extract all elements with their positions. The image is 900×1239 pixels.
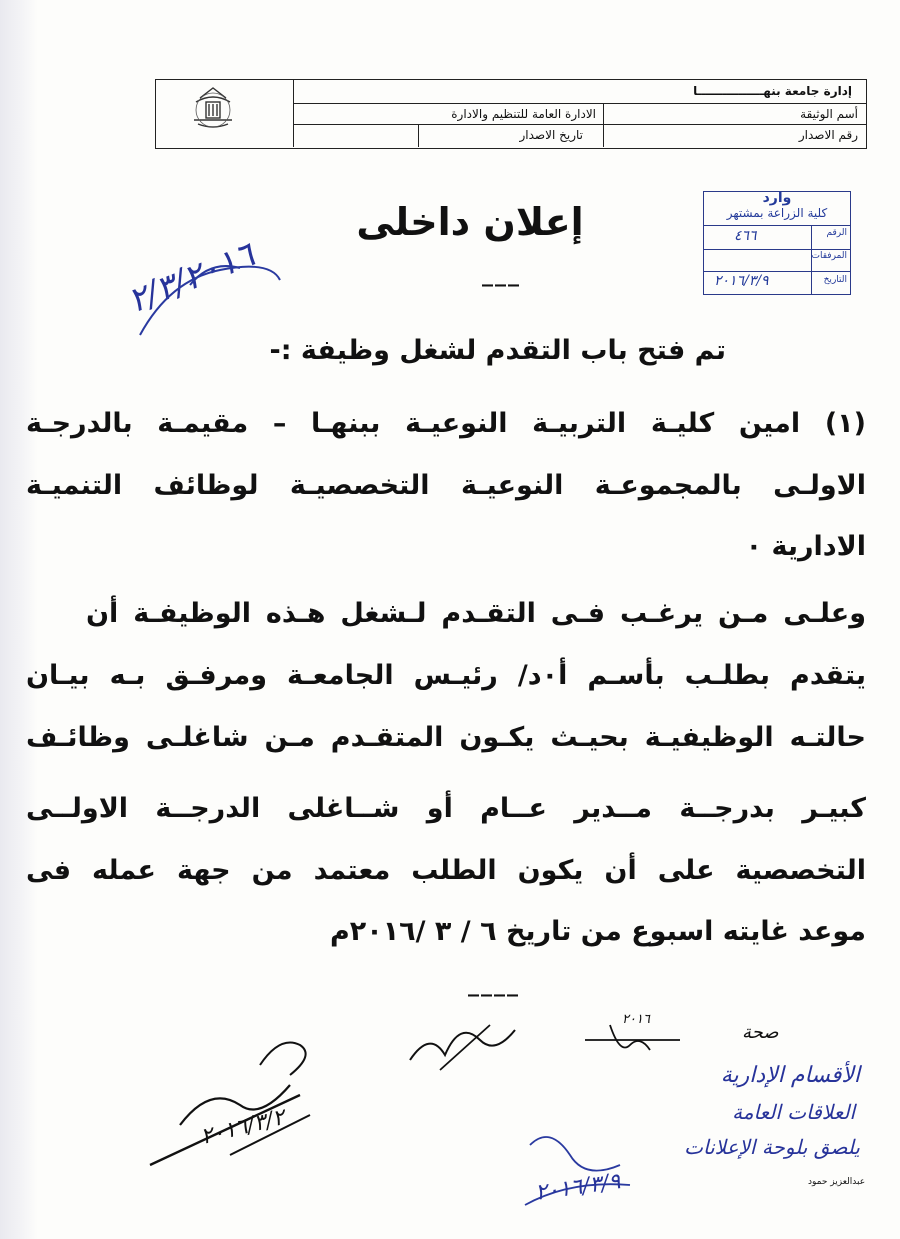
incoming-stamp: [703, 191, 851, 295]
university-name: إدارة جامعة بنهــــــــــــــــا: [693, 84, 852, 98]
issue-number-label: رقم الاصدار: [798, 128, 858, 142]
body-line-8: التخصصية على أن يكون الطلب معتمد من جهة عمله فى: [26, 855, 866, 886]
body-line-3: الادارية ٠: [745, 531, 866, 562]
body-line-4: وعلـى مـن يرغـب فـى التقـدم لـشغل هـذه الوظيفـة أن: [86, 598, 866, 629]
body-line-5: يتقدم بطلـب بأسـم أ٠د/ رئيـس الجامعـة ومرفـق بـه بيـان: [26, 660, 867, 691]
body-separator: ____: [468, 972, 520, 997]
body-line-7: كبيـر بدرجــة مــدير عــام أو شــاغلى الدرجــة الاولــى: [26, 793, 866, 824]
logo-cell: [156, 80, 294, 147]
stamp-faculty: كلية الزراعة بمشتهر: [726, 206, 828, 220]
opening-line: تم فتح باب التقدم لشغل وظيفة :-: [269, 335, 726, 366]
document-name-label: أسم الوثيقة: [800, 107, 858, 121]
scan-edge: [0, 0, 38, 1239]
body-line-1: (١) امين كليـة التربيـة النوعيـة ببنهـا – مقيمـة بالدرجـة: [26, 408, 866, 439]
stamp-number-value: ٤٦٦: [734, 228, 757, 244]
stamp-grid: [704, 225, 850, 294]
body-line-6: حالتـه الوظيفيـة بحيـث يكـون المتقـدم مـن شاغلـى وظائـف: [26, 722, 866, 753]
handwritten-note-line-2: العلاقات العامة: [732, 1100, 855, 1124]
stamp-column-divider: [811, 226, 812, 294]
department-name: الادارة العامة للتنظيم والادارة: [451, 107, 596, 121]
stamp-row-date: [704, 271, 850, 294]
handwritten-date-left: ٢٠١٦/٣/٢: [198, 1105, 288, 1150]
title-separator: ___: [482, 262, 521, 287]
stamp-date-label: التاريخ: [823, 275, 847, 285]
handwritten-note-line-1: الأقسام الإدارية: [720, 1063, 860, 1088]
stamp-attachments-label: المرفقات: [811, 251, 847, 261]
handwritten-note-line-3: يلصق بلوحة الإعلانات: [684, 1135, 860, 1159]
handwritten-ref: ٢٠١٦: [622, 1012, 650, 1027]
issue-date-label: تاريخ الاصدار: [519, 128, 583, 142]
header-divider-2: [418, 125, 419, 147]
footer-name: عبدالعزيز حمود: [808, 1177, 866, 1187]
page-title: إعلان داخلى: [356, 200, 584, 244]
document-header-table: [155, 79, 867, 149]
stamp-row-attachments: [704, 249, 850, 272]
university-logo-icon: [156, 80, 293, 147]
stamp-row-number: [704, 226, 850, 250]
body-line-9: موعد غايته اسبوع من تاريخ ٦ / ٣ /٢٠١٦م: [329, 916, 866, 947]
stamp-date-value: ٢٠١٦/٣/٩: [714, 273, 769, 289]
body-line-2: الاولـى بالمجموعـة النوعيـة التخصصيـة لوظائف التنميـة: [26, 470, 866, 501]
signature-left: [140, 1025, 330, 1175]
handwritten-date-bottom: ٢٠١٦/٣/٩: [533, 1169, 623, 1206]
stamp-number-label: الرقم: [826, 228, 847, 238]
handwritten-mark: صحة: [742, 1022, 779, 1043]
stamp-title: وارد: [762, 190, 792, 206]
handwritten-date-top: ٢/٣/٢٠١٦: [122, 234, 261, 322]
header-divider: [603, 104, 604, 147]
signature-bottom: [510, 1125, 650, 1215]
signature-middle: [400, 1010, 530, 1080]
